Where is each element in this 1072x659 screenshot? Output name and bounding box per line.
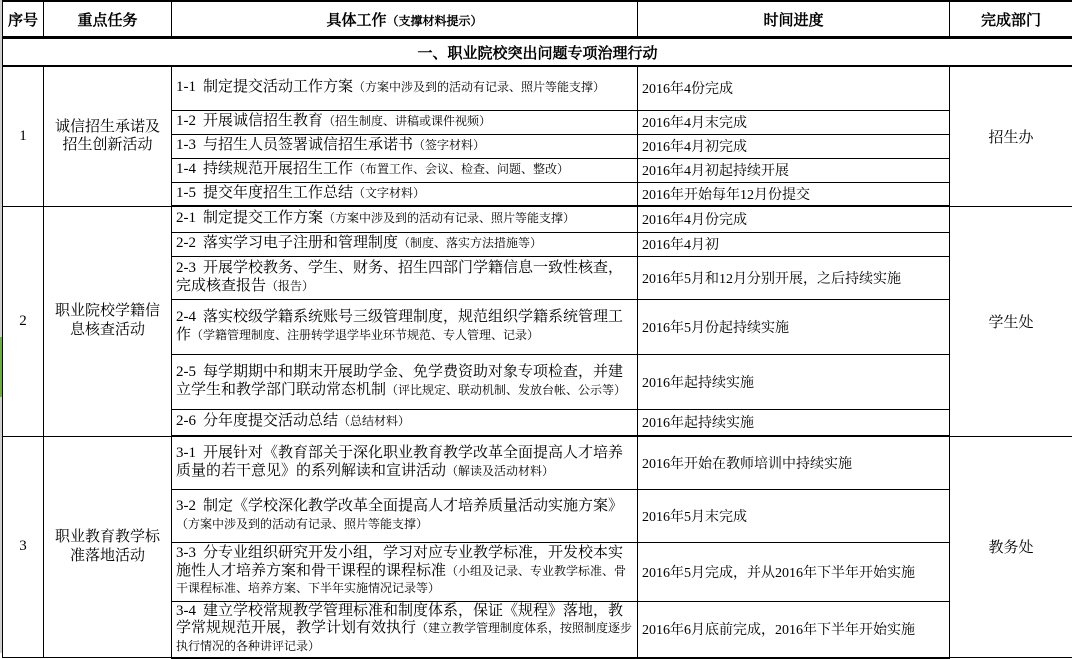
time-cell: 2016年4份完成 (638, 66, 950, 110)
department-cell: 学生处 (950, 206, 1072, 436)
work-text: 制定提交活动工作方案 (203, 79, 353, 95)
header-col-department: 完成部门 (950, 1, 1072, 38)
work-hint: （评比规定、联动机制、发放台帐、公示等） (386, 383, 626, 397)
work-number: 1-4 (176, 161, 196, 177)
work-cell (172, 542, 638, 601)
time-cell: 2016年起持续实施 (638, 409, 950, 436)
work-number: 2-1 (176, 210, 196, 226)
work-text: 制定《学校深化教学改革全面提高人才培养质量活动实施方案》 (203, 498, 623, 514)
department-cell: 招生办 (950, 66, 1072, 206)
work-text: 分年度提交活动总结 (203, 413, 338, 429)
work-text: 建立学校常规教学管理标准和制度体系，保证《规程》落地，教学常规规范开展，教学计划有效执行 (176, 603, 623, 637)
work-cell (172, 232, 638, 256)
table-header-row (3, 1, 1072, 38)
work-text: 开展针对《教育部关于深化职业教育教学改革全面提高人才培养质量的若干意见》的系列解读和宣讲活动 (176, 445, 623, 479)
time-cell: 2016年4月初 (638, 232, 950, 256)
work-cell (172, 110, 638, 134)
work-number: 2-4 (176, 309, 196, 325)
time-cell: 2016年开始在教师培训中持续实施 (638, 436, 950, 489)
work-number: 1-2 (176, 113, 196, 129)
work-cell (172, 489, 638, 542)
work-text: 分专业组织研究开发小组，学习对应专业教学标准，开发校本实施性人才培养方案和骨干课程的课程标准 (176, 545, 623, 579)
index-cell: 2 (3, 206, 44, 436)
work-text: 落实学习电子注册和管理制度 (203, 235, 398, 251)
time-cell: 2016年6月底前完成，2016年下半年开始实施 (638, 601, 950, 658)
work-row (3, 206, 1072, 232)
work-text: 与招生人员签署诚信招生承诺书 (203, 137, 413, 153)
work-number: 2-6 (176, 413, 196, 429)
work-row (3, 66, 1072, 110)
work-cell (172, 182, 638, 206)
work-hint: （制度、落实方法措施等） (398, 236, 542, 250)
header-col-work: 具体工作（支撑材料提示） (172, 1, 638, 38)
time-cell: 2016年5月末完成 (638, 489, 950, 542)
work-cell (172, 206, 638, 232)
work-text: 制定提交工作方案 (203, 210, 323, 226)
work-cell (172, 256, 638, 299)
work-text: 开展诚信招生教育 (203, 113, 323, 129)
time-cell: 2016年5月份起持续实施 (638, 299, 950, 354)
task-cell: 职业院校学籍信息核查活动 (44, 206, 172, 436)
work-number: 3-1 (176, 445, 196, 461)
work-hint: （签字材料） (413, 138, 485, 152)
index-cell: 1 (3, 66, 44, 206)
time-cell: 2016年4月末完成 (638, 110, 950, 134)
work-cell (172, 601, 638, 658)
work-number: 1-1 (176, 79, 196, 95)
work-hint: （文字材料） (353, 186, 425, 200)
time-cell: 2016年起持续实施 (638, 354, 950, 409)
time-cell: 2016年4月初完成 (638, 134, 950, 158)
work-text: 提交年度招生工作总结 (203, 185, 353, 201)
work-number: 2-5 (176, 364, 196, 380)
header-col-index: 序号 (3, 1, 44, 38)
header-col-work-sub: （支撑材料提示） (387, 14, 483, 28)
work-hint: （报告） (266, 279, 314, 293)
work-text: 持续规范开展招生工作 (203, 161, 353, 177)
work-cell (172, 436, 638, 489)
work-cell (172, 299, 638, 354)
work-hint: （建立教学管理制度体系，按照制度逐步执行情况的各种讲评记录） (176, 621, 632, 653)
task-cell: 职业教育教学标准落地活动 (44, 436, 172, 658)
work-text: 每学期期中和期末开展助学金、免学费资助对象专项检查，并建立学生和教学部门联动常态机制 (176, 364, 623, 398)
work-text: 落实校级学籍系统账号三级管理制度，规范组织学籍系统管理工作 (176, 309, 623, 343)
header-col-time: 时间进度 (638, 1, 950, 38)
work-hint: （布置工作、会议、检查、问题、整改） (353, 162, 569, 176)
work-hint: （小组及记录、专业教学标准、骨干课程标准、培养方案、下半年实施情况记录等） (176, 564, 626, 596)
time-cell: 2016年开始每年12月份提交 (638, 182, 950, 206)
task-cell: 诚信招生承诺及招生创新活动 (44, 66, 172, 206)
section-banner-row (3, 38, 1072, 67)
work-cell (172, 158, 638, 182)
work-cell (172, 66, 638, 110)
work-hint: （总结材料） (338, 414, 410, 428)
work-hint: （学籍管理制度、注册转学退学毕业环节规范、专人管理、记录） (191, 328, 539, 342)
time-cell: 2016年5月完成，并从2016年下半年开始实施 (638, 542, 950, 601)
work-number: 3-3 (176, 545, 196, 561)
work-hint: （方案中涉及到的活动有记录、照片等能支撑） (353, 80, 605, 94)
work-text: 开展学校教务、学生、财务、招生四部门学籍信息一致性核查，完成核查报告 (176, 260, 623, 294)
work-number: 2-2 (176, 235, 196, 251)
work-number: 3-2 (176, 498, 196, 514)
time-cell: 2016年4月初起持续开展 (638, 158, 950, 182)
work-cell (172, 134, 638, 158)
work-cell (172, 354, 638, 409)
work-number: 1-5 (176, 185, 196, 201)
work-plan-table (2, 0, 1072, 659)
index-cell: 3 (3, 436, 44, 658)
work-hint: （招生制度、讲稿或课件视频） (323, 114, 491, 128)
department-cell: 教务处 (950, 436, 1072, 658)
time-cell: 2016年4月份完成 (638, 206, 950, 232)
work-number: 2-3 (176, 260, 196, 276)
section-banner: 一、职业院校突出问题专项治理行动 (3, 38, 1072, 67)
work-row (3, 436, 1072, 489)
work-hint: （解读及活动材料） (446, 464, 554, 478)
header-col-task: 重点任务 (44, 1, 172, 38)
work-hint: （方案中涉及到的活动有记录、照片等能支撑） (176, 517, 428, 531)
time-cell: 2016年5月和12月分别开展，之后持续实施 (638, 256, 950, 299)
work-number: 1-3 (176, 137, 196, 153)
work-number: 3-4 (176, 603, 196, 619)
work-cell (172, 409, 638, 436)
work-hint: （方案中涉及到的活动有记录、照片等能支撑） (323, 211, 575, 225)
